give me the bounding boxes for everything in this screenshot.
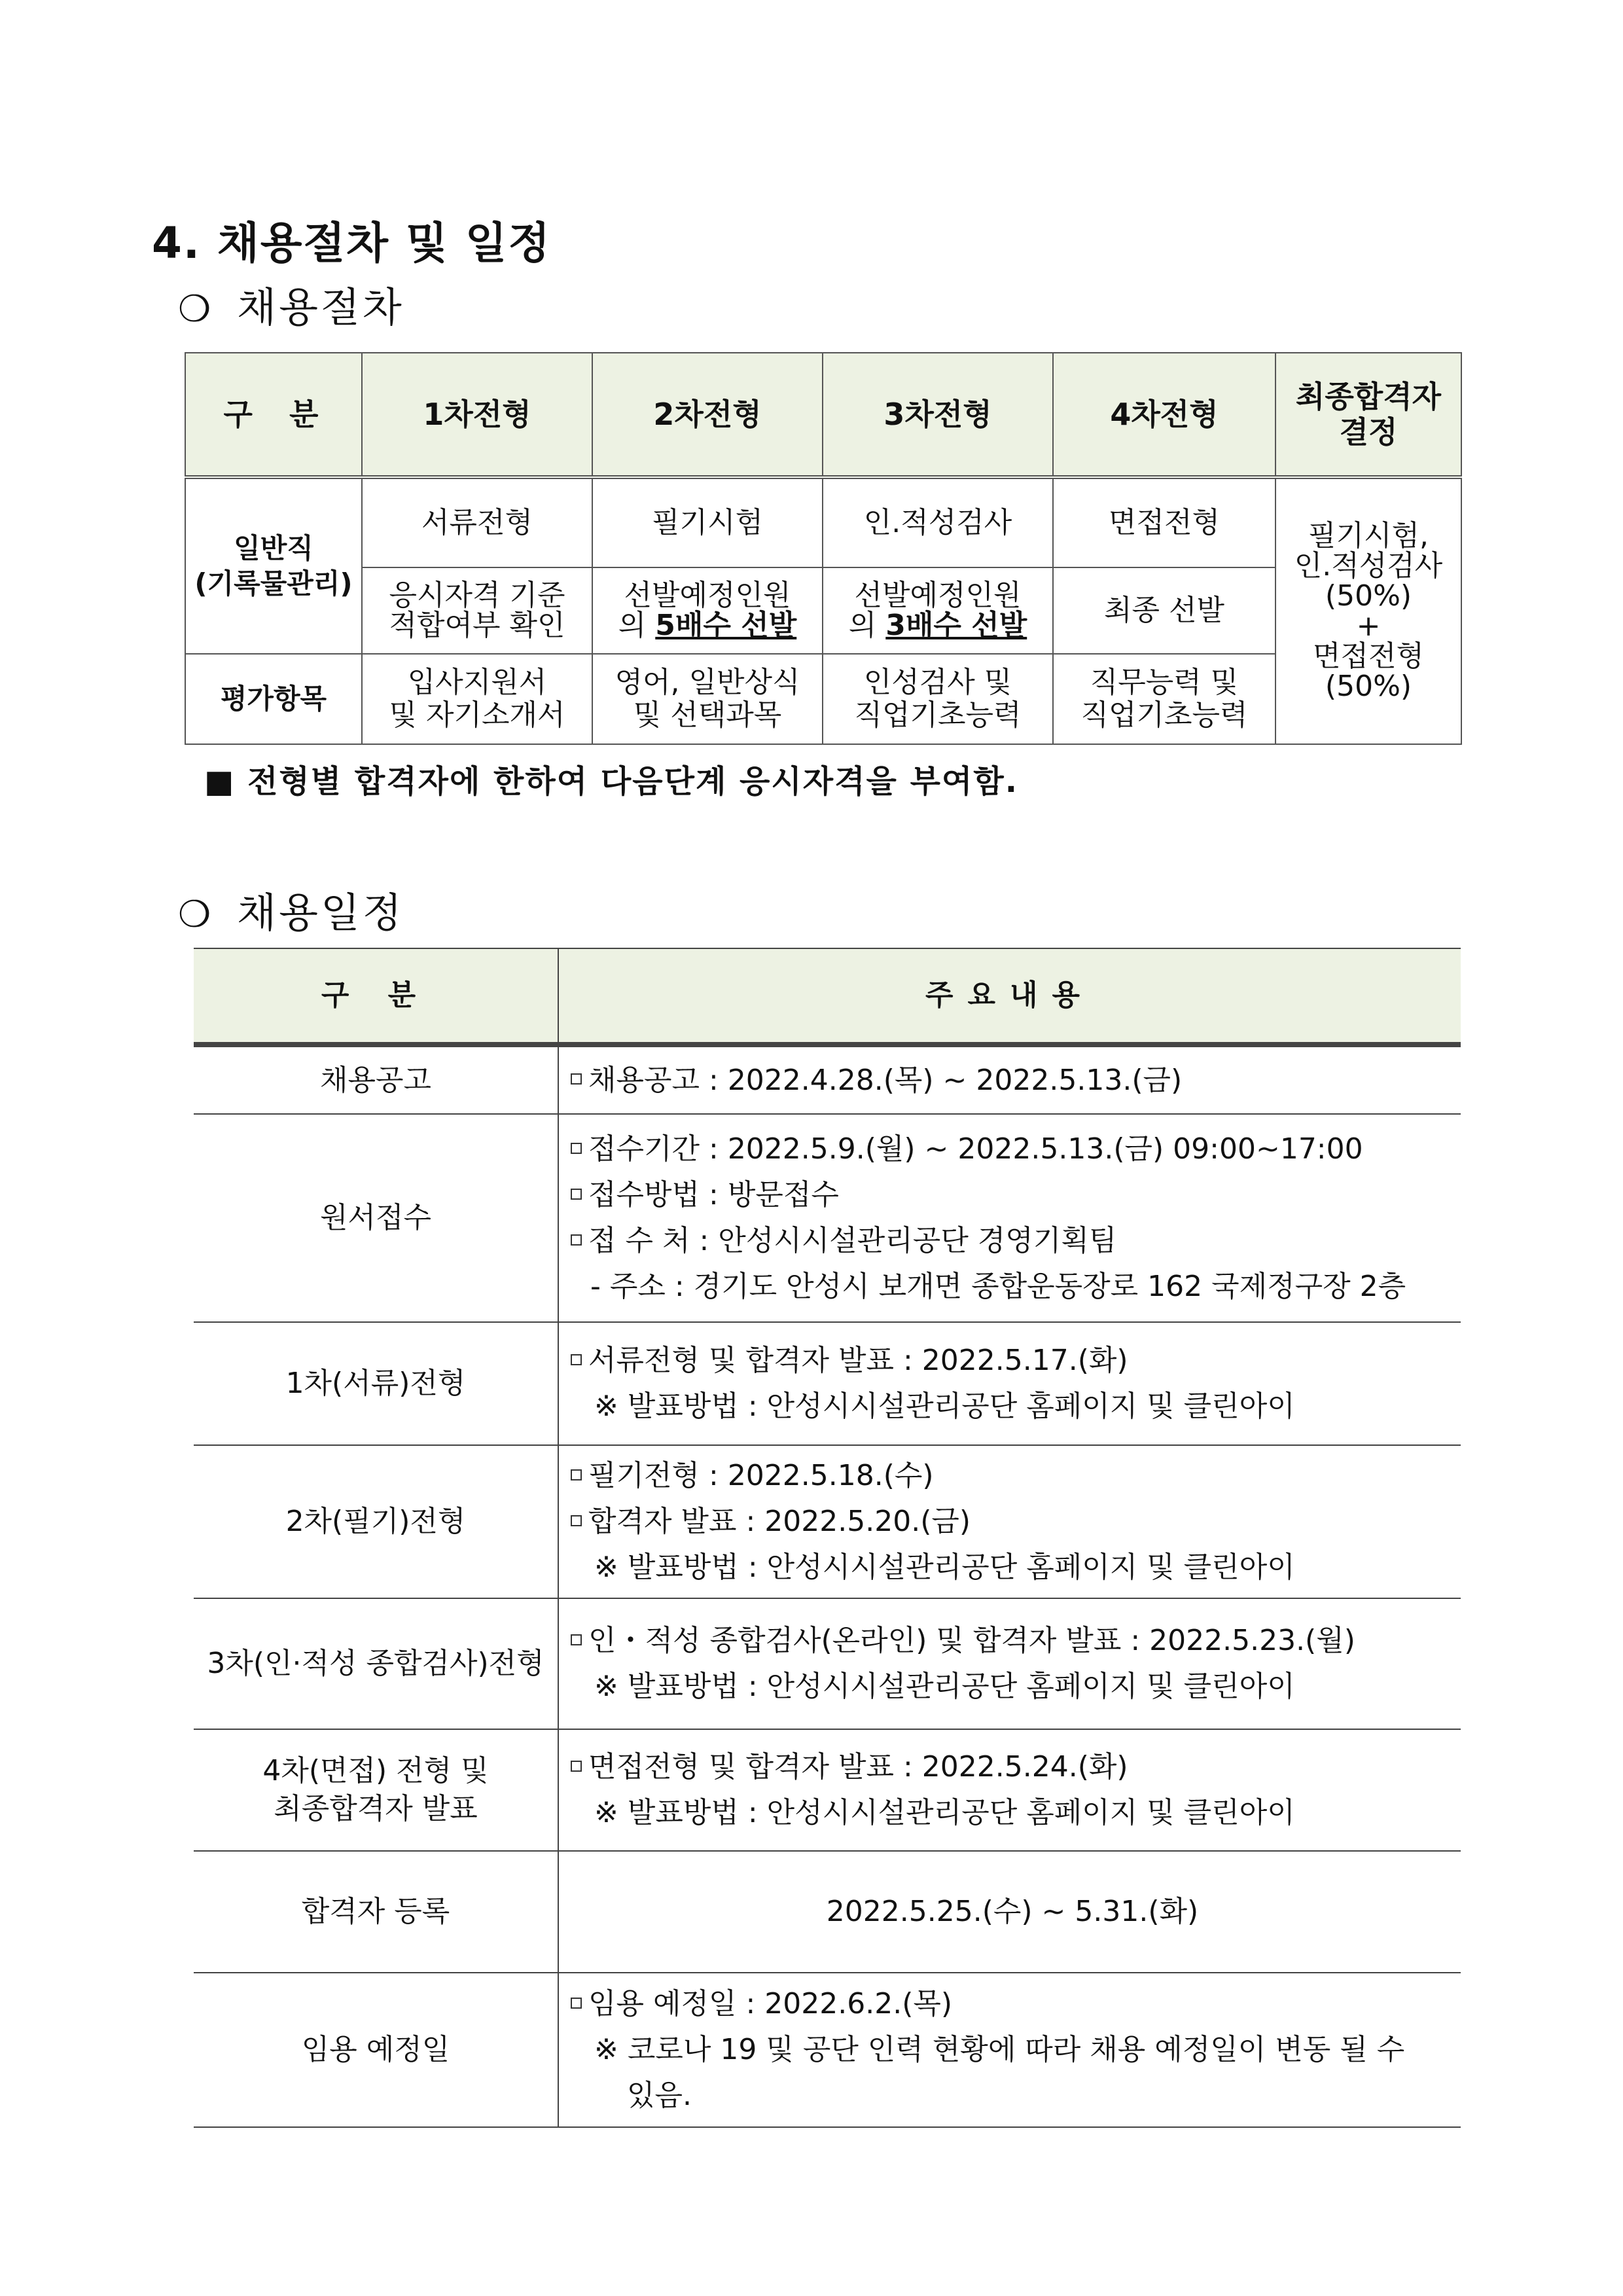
square-bullet-icon — [571, 1143, 582, 1154]
sched-header-category: 구 분 — [194, 948, 558, 1045]
schedule-line-text: 합격자 발표 : 2022.5.20.(금) — [588, 1505, 971, 1538]
schedule-row-content — [558, 1045, 1461, 1114]
schedule-row-label: 합격자 등록 — [194, 1851, 558, 1973]
procedure-subtitle-text: 채용절차 — [237, 283, 404, 331]
proc-selection-second-prefix: 선발예정인원 의 — [618, 579, 791, 642]
procedure-table — [185, 352, 1462, 745]
schedule-body — [194, 1045, 1461, 2127]
proc-selection-third — [823, 567, 1053, 654]
schedule-line-text: ※ 발표방법 : 안성시시설관리공단 홈페이지 및 클린아이 — [594, 1670, 1295, 1703]
schedule-subtitle-text: 채용일정 — [237, 889, 404, 937]
schedule-row-content — [558, 1322, 1461, 1445]
schedule-line-item — [571, 1218, 1454, 1264]
schedule-row-label: 채용공고 — [194, 1045, 558, 1114]
schedule-line-text: 서류전형 및 합격자 발표 : 2022.5.17.(화) — [588, 1344, 1128, 1377]
proc-eval-label: 평가항목 — [185, 654, 362, 744]
proc-stage-name: 서류전형 — [362, 477, 592, 567]
schedule-row-content — [558, 1114, 1461, 1322]
proc-header-category: 구 분 — [185, 353, 362, 477]
schedule-line-item — [571, 1499, 1454, 1545]
square-bullet-icon — [571, 1354, 582, 1365]
square-bullet-icon — [571, 1634, 582, 1645]
schedule-line-text: ※ 발표방법 : 안성시시설관리공단 홈페이지 및 클린아이 — [594, 1796, 1295, 1829]
schedule-line-item — [571, 1981, 1454, 2027]
schedule-line-note — [571, 1384, 1454, 1429]
square-bullet-icon — [571, 1189, 582, 1200]
schedule-row — [194, 1598, 1461, 1729]
schedule-line-text: ※ 발표방법 : 안성시시설관리공단 홈페이지 및 클린아이 — [594, 1390, 1295, 1423]
schedule-line-cont — [571, 2073, 1454, 2119]
schedule-subtitle — [178, 880, 404, 939]
schedule-line-text: ※ 발표방법 : 안성시시설관리공단 홈페이지 및 클린아이 — [594, 1551, 1295, 1584]
schedule-line-text: 임용 예정일 : 2022.6.2.(목) — [588, 1987, 953, 2020]
procedure-subtitle — [178, 275, 404, 333]
schedule-line-item — [571, 1453, 1454, 1499]
proc-header-stage4: 4차전형 — [1053, 353, 1275, 477]
schedule-line-note — [571, 1790, 1454, 1836]
proc-selection-second-emph: 5배수 선발 — [655, 609, 797, 642]
schedule-row-content — [558, 1445, 1461, 1598]
schedule-row-label: 4차(면접) 전형 및 최종합격자 발표 — [194, 1729, 558, 1851]
proc-eval-item: 입사지원서 및 자기소개서 — [362, 654, 592, 744]
schedule-row-label: 3차(인·적성 종합검사)전형 — [194, 1598, 558, 1729]
proc-selection-third-prefix: 선발예정인원 의 — [848, 579, 1022, 642]
schedule-row — [194, 1851, 1461, 1973]
schedule-row-content — [558, 1598, 1461, 1729]
schedule-row — [194, 1045, 1461, 1114]
section-title: 4. 채용절차 및 일정 — [152, 218, 552, 268]
schedule-row-label: 임용 예정일 — [194, 1973, 558, 2127]
schedule-line-text: 있음. — [627, 2079, 692, 2112]
schedule-row — [194, 1322, 1461, 1445]
schedule-line-note — [571, 2027, 1454, 2073]
schedule-row-content — [558, 1729, 1461, 1851]
circle-bullet-icon: ❍ — [178, 893, 214, 936]
circle-bullet-icon: ❍ — [178, 288, 214, 331]
proc-header-stage2: 2차전형 — [592, 353, 823, 477]
schedule-line-text: 채용공고 : 2022.4.28.(목) ~ 2022.5.13.(금) — [588, 1063, 1183, 1097]
square-bullet-icon — [571, 1998, 582, 2009]
schedule-line-item — [571, 1618, 1454, 1664]
square-bullet-icon — [571, 1469, 582, 1480]
proc-stage-name: 인.적성검사 — [823, 477, 1053, 567]
schedule-line-item — [571, 1126, 1454, 1172]
proc-row-group: 일반직 (기록물관리) — [185, 477, 362, 654]
schedule-row — [194, 1729, 1461, 1851]
proc-header-stage1: 1차전형 — [362, 353, 592, 477]
proc-header-final: 최종합격자 결정 — [1275, 353, 1461, 477]
proc-selection-fourth: 최종 선발 — [1053, 567, 1275, 654]
schedule-row-label: 2차(필기)전형 — [194, 1445, 558, 1598]
schedule-row-content — [558, 1851, 1461, 1973]
schedule-row — [194, 1973, 1461, 2127]
schedule-line-item — [571, 1338, 1454, 1384]
square-bullet-icon — [571, 1073, 582, 1085]
proc-final-criteria: 필기시험, 인.적성검사 (50%) + 면접전형 (50%) — [1275, 477, 1461, 744]
proc-selection-second — [592, 567, 823, 654]
schedule-line-item — [571, 1744, 1454, 1790]
procedure-notice: ■ 전형별 합격자에 한하여 다음단계 응시자격을 부여함. — [204, 763, 1018, 800]
proc-selection-row — [185, 567, 1461, 654]
proc-header-stage3: 3차전형 — [823, 353, 1053, 477]
square-bullet-icon — [571, 1761, 582, 1772]
procedure-header-row — [185, 353, 1461, 477]
proc-eval-item: 직무능력 및 직업기초능력 — [1053, 654, 1275, 744]
proc-stage-name: 필기시험 — [592, 477, 823, 567]
schedule-line-text: 필기전형 : 2022.5.18.(수) — [588, 1459, 934, 1492]
schedule-row — [194, 1445, 1461, 1598]
schedule-line-text: 2022.5.25.(수) ~ 5.31.(화) — [826, 1895, 1199, 1928]
schedule-table — [194, 948, 1461, 2128]
schedule-line-text: 접수기간 : 2022.5.9.(월) ~ 2022.5.13.(금) 09:00~17:00 — [588, 1132, 1363, 1166]
schedule-line-text: 접수방법 : 방문접수 — [588, 1178, 839, 1211]
schedule-row-label: 1차(서류)전형 — [194, 1322, 558, 1445]
schedule-line-text: 면접전형 및 합격자 발표 : 2022.5.24.(화) — [588, 1750, 1128, 1784]
schedule-header-row — [194, 948, 1461, 1045]
proc-selection-third-emph: 3배수 선발 — [885, 609, 1027, 642]
proc-eval-row — [185, 654, 1461, 744]
proc-eval-item: 영어, 일반상식 및 선택과목 — [592, 654, 823, 744]
proc-stage-name: 면접전형 — [1053, 477, 1275, 567]
schedule-row-label: 원서접수 — [194, 1114, 558, 1322]
proc-eval-item: 인성검사 및 직업기초능력 — [823, 654, 1053, 744]
schedule-line-text: 접 수 처 : 안성시시설관리공단 경영기획팀 — [588, 1224, 1117, 1257]
schedule-row-content — [558, 1973, 1461, 2127]
schedule-line-text: 인・적성 종합검사(온라인) 및 합격자 발표 : 2022.5.23.(월) — [588, 1624, 1355, 1657]
schedule-line-note — [571, 1664, 1454, 1710]
proc-selection-first: 응시자격 기준 적합여부 확인 — [362, 567, 592, 654]
schedule-line-text: ※ 코로나 19 및 공단 인력 현황에 따라 채용 예정일이 변동 될 수 — [594, 2033, 1405, 2066]
sched-header-content: 주요내용 — [558, 948, 1461, 1045]
proc-stage-row — [185, 477, 1461, 567]
schedule-line-sub — [571, 1264, 1454, 1310]
schedule-line-text: - 주소 : 경기도 안성시 보개면 종합운동장로 162 국제정구장 2층 — [590, 1270, 1406, 1303]
square-bullet-icon — [571, 1234, 582, 1246]
square-bullet-icon — [571, 1515, 582, 1526]
schedule-line-note — [571, 1545, 1454, 1590]
schedule-row — [194, 1114, 1461, 1322]
schedule-line-center — [571, 1889, 1454, 1935]
schedule-line-item — [571, 1058, 1454, 1103]
schedule-line-item — [571, 1172, 1454, 1218]
